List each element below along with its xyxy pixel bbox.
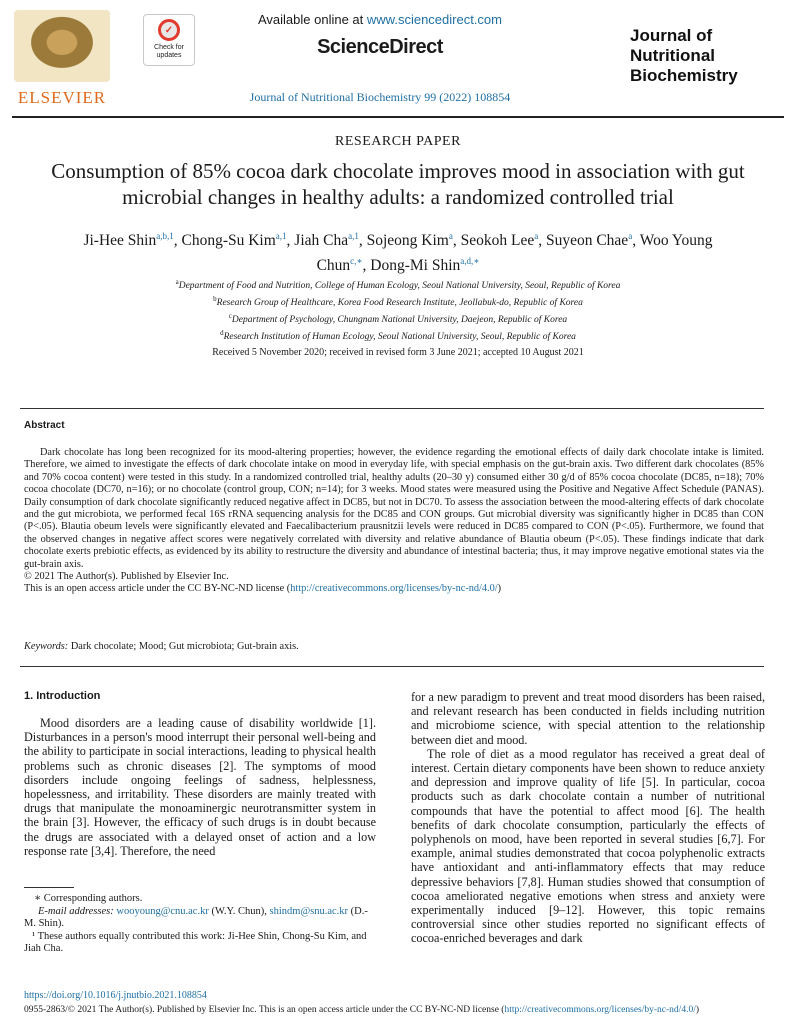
author-affiliation-marker[interactable]: a <box>448 231 453 241</box>
author-affiliation-marker[interactable]: a <box>628 231 633 241</box>
keywords-divider <box>20 666 764 667</box>
affiliation-marker: a <box>175 278 179 286</box>
author-name: Chong-Su Kim <box>181 232 276 250</box>
author[interactable] <box>83 232 173 249</box>
author-name: Dong-Mi Shin <box>370 257 461 275</box>
elsevier-wordmark: ELSEVIER <box>17 88 107 107</box>
affiliation <box>60 293 736 310</box>
intro-paragraph: The role of diet as a mood regulator has received a great deal of interest. Certain dietary components have been shown to reduce anxiety and depression and improve quality of life [5]. In particular, cocoa products such as dark chocolate contain a number of nutritional compounds that have the potential to affect mood [6]. The health benefits of dark chocolate consumption, particularly the effects of polyphenols on mood, have been reported in several studies [6,7]. For example, animal studies demonstrated that cocoa polyphenolic extracts have antioxidant and anti-inflammatory effects that may reduce depressive behaviors [7,8]. Human studies showed that consumption of cocoa ameliorated negative emotions when stress and anxiety were experimentally induced [9–12]. However, this topic remains controversial since other studies reported no significant effects of cocoa-enriched beverages and dark <box>411 746 765 946</box>
author-name: Suyeon Chae <box>545 232 629 250</box>
keywords-list: Dark chocolate; Mood; Gut microbiota; Gut-brain axis. <box>70 641 299 652</box>
affiliation-marker: d <box>220 329 224 338</box>
email-link[interactable]: wooyoung@cnu.ac.kr <box>116 905 209 917</box>
author-list: Ji-Hee Shin$^{a,b,1}$, Chong-Su Kim$^{a,1}$, Jiah Cha$^{a,1}$, Sojeong Kim$^a$, Seokoh Lee$^a$, Suyeon Chae$^a$, Woo Young Chun$^{c,∗}$, Dong-Mi Shin$^{a,d,∗}$ <box>83 231 713 275</box>
footer-copyright-suffix: ) <box>695 1005 700 1015</box>
abstract-divider <box>20 408 764 409</box>
section-heading: 1. Introduction <box>24 690 101 702</box>
affiliation-list <box>60 276 736 345</box>
abstract-heading: Abstract <box>24 420 65 431</box>
author-affiliation-marker[interactable]: a,1 <box>275 231 287 241</box>
author[interactable] <box>367 232 453 249</box>
bookmark-icon: ✓ <box>158 19 180 41</box>
affiliation <box>60 327 736 344</box>
available-prefix: Available online at <box>257 12 367 27</box>
doi-link[interactable]: https://doi.org/10.1016/j.jnutbio.2021.108854 <box>24 990 207 1001</box>
email-owner: (D.-M. Shin). <box>24 905 368 930</box>
license-link[interactable]: http://creativecommons.org/licenses/by-nc-nd/4.0/ <box>290 583 498 595</box>
affiliation-text: Department of Food and Nutrition, College of Human Ecology, Seoul National University, Seoul, Republic of Korea <box>178 281 621 292</box>
header-divider <box>12 116 784 118</box>
right-column <box>411 690 765 946</box>
affiliation-text: Research Institution of Human Ecology, Seoul National University, Seoul, Republic of Korea <box>223 332 576 343</box>
keywords-label: Keywords: <box>24 641 69 652</box>
author-name: Sojeong Kim <box>366 232 449 250</box>
article-title: Consumption of 85% cocoa dark chocolate improves mood in association with gut microbial changes in healthy adults: a randomized controlled trial <box>51 159 745 209</box>
author[interactable] <box>461 232 539 249</box>
left-column <box>24 716 376 858</box>
abstract-text: Dark chocolate has long been recognized for its mood-altering properties; however, the evidence regarding the emotional effects of daily dark chocolate intake is limited. Therefore, we aimed to investigate the effects of dark chocolate intake on mood in everyday life, with special emphasis on the gut-brain axis. Two different dark chocolates (85% and 70% cocoa content) were tested in this study. In a randomized controlled trial, healthy adults (20–30 y) consumed either 30 g/d of 85% cocoa chocolate (DC85, n=18); 70% cocoa chocolate (DC70, n=16); or no chocolate (control group, CON; n=14); for 3 weeks. Mood states were measured using the Positive and Negative Affect Schedule (PANAS). Daily consumption of dark chocolate significantly reduced negative affect in DC85, but not in DC70. To assess the association between the mood-altering effects of dark chocolate and the gut microbiota, we performed fecal 16S rRNA sequencing analysis for the DC85 and CON groups. Gut microbial diversity was significantly higher in DC85 than CON (P<.05). Blautia obeum levels were significantly elevated and Faecalibacterium prausnitzii levels were reduced in DC85 compared to CON (P<.05). Furthermore, we found that the observed changes in negative affect scores were negatively correlated with diversity and relative abundance of Blautia obeum (P<.05). These findings indicate that dark chocolate exerts prebiotic effects, as evidenced by its ability to restructure the diversity and abundance of intestinal bacteria; thus, it may improve negative emotional states via the gut-brain axis. <box>24 447 764 570</box>
equal-contribution-note: ¹ These authors equally contributed this work: Ji-Hee Shin, Chong-Su Kim, and Jiah Cha. <box>24 930 367 955</box>
author[interactable] <box>546 232 632 249</box>
affiliation-marker: c <box>228 312 232 321</box>
author-name: Woo Young Chun <box>316 232 713 275</box>
footer-copyright <box>24 1005 776 1015</box>
author[interactable] <box>181 232 286 249</box>
author-affiliation-marker[interactable]: a <box>534 231 539 241</box>
available-online <box>200 12 560 27</box>
affiliation <box>60 276 736 293</box>
check-updates-label: Check for updates <box>154 44 184 59</box>
journal-name-line: Journal of <box>630 26 713 45</box>
footnotes <box>24 893 376 956</box>
journal-name-line: Biochemistry <box>630 66 738 85</box>
author-affiliation-marker[interactable]: a,d,∗ <box>460 256 480 267</box>
article-dates: Received 5 November 2020; received in revised form 3 June 2021; accepted 10 August 2021 <box>212 347 584 358</box>
keywords <box>24 641 764 652</box>
footnote-divider <box>24 887 74 888</box>
author-name: Jiah Cha <box>294 232 349 250</box>
corresponding-note: ∗ Corresponding authors. <box>34 893 143 904</box>
author-name: Seokoh Lee <box>460 232 535 250</box>
abstract-copyright: © 2021 The Author(s). Published by Elsevier Inc. <box>24 571 229 583</box>
license-prefix: This is an open access article under the CC BY-NC-ND license ( <box>24 583 291 595</box>
license-suffix: ) <box>497 583 502 595</box>
author-affiliation-marker[interactable]: a,b,1 <box>156 231 174 241</box>
author-affiliation-marker[interactable]: a,1 <box>348 231 359 241</box>
affiliation-marker: b <box>213 295 217 304</box>
affiliation-text: Research Group of Healthcare, Korea Food Research Institute, Jeollabuk-do, Republic of Korea <box>216 298 583 309</box>
author[interactable] <box>294 232 359 249</box>
email-note <box>24 906 376 931</box>
author-affiliation-marker[interactable]: c,∗ <box>350 256 363 267</box>
sciencedirect-link[interactable]: www.sciencedirect.com <box>366 12 502 27</box>
article-type: RESEARCH PAPER <box>335 134 461 149</box>
footer-copyright-text: 0955-2863/© 2021 The Author(s). Published by Elsevier Inc. This is an open access article under the CC BY-NC-ND license ( <box>24 1005 505 1015</box>
email-owner: (W.Y. Chun), <box>211 905 267 917</box>
elsevier-logo[interactable] <box>12 10 112 106</box>
abstract-license <box>24 583 764 595</box>
email-link[interactable]: shindm@snu.ac.kr <box>269 905 349 917</box>
author-name: Ji-Hee Shin <box>83 232 157 250</box>
affiliation <box>60 310 736 327</box>
journal-name-line: Nutritional <box>630 46 715 65</box>
sciencedirect-wordmark[interactable]: ScienceDirect <box>317 36 443 58</box>
footer-license-link[interactable]: http://creativecommons.org/licenses/by-nc-nd/4.0/ <box>504 1005 696 1015</box>
journal-name-logo <box>630 26 780 86</box>
intro-paragraph: Mood disorders are a leading cause of disability worldwide [1]. Disturbances in a person's mood interrupt their personal well-being and the ability to participate in social interactions, leading to physical health problems such as chronic diseases [2]. The symptoms of mood disorders include ongoing feelings of sadness, helplessness, hopelessness, and irritability. These disorders are mainly treated with drugs that manipulate the monoaminergic neurotransmitter system in the brain [3]. However, the efficacy of such drugs is in doubt because the drugs are associated with a delayed onset of action and a low response rate [3,4]. Therefore, the need <box>24 716 376 858</box>
intro-paragraph: for a new paradigm to prevent and treat mood disorders has been raised, and relevant research has been conducted in fields including nutrition and microbiome science, with special attention to the relationship between diet and mood. <box>411 690 765 747</box>
author[interactable] <box>370 257 479 274</box>
check-for-updates-badge[interactable] <box>143 14 195 66</box>
journal-reference-link[interactable]: Journal of Nutritional Biochemistry 99 (2022) 108854 <box>249 90 511 104</box>
abstract-body <box>24 447 764 596</box>
affiliation-text: Department of Psychology, Chungnam National University, Daejeon, Republic of Korea <box>231 315 568 326</box>
email-label: E-mail addresses: <box>38 905 114 917</box>
elsevier-tree-emblem <box>14 10 110 82</box>
